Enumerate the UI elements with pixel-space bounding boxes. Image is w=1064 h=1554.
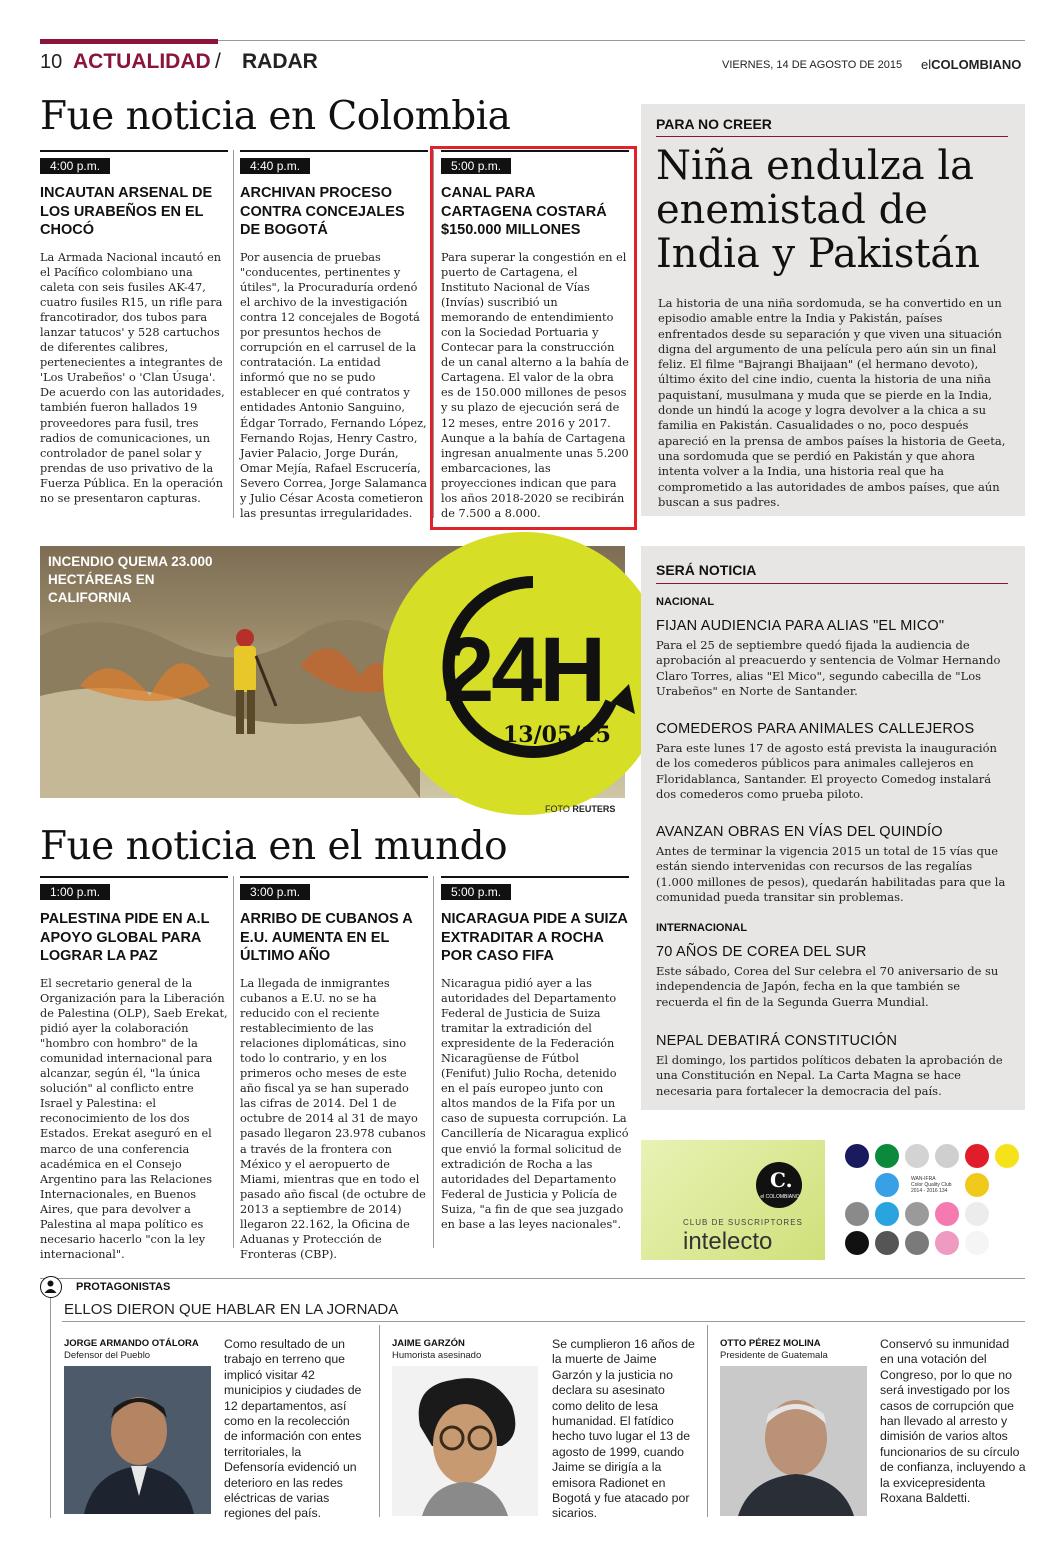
article-headline: PALESTINA PIDE EN A.L APOYO GLOBAL PARA LOGRAR LA PAZ: [40, 911, 210, 964]
article-rule: [240, 876, 428, 899]
story-body: Antes de terminar la vigencia 2015 un total de 15 vías que están siendo intervenidas con recursos de las regalías (1.000 millones de pesos), quedarán habilitadas para que la comunidad pueda transitar sin problemas.: [656, 844, 1006, 904]
color-swatch: [995, 1173, 1019, 1197]
sera-noticia-box: [641, 546, 1025, 1110]
color-swatch: [875, 1144, 899, 1168]
article-headline: ARCHIVAN PROCESO CONTRA CONCEJALES DE BOGOTÁ: [240, 185, 405, 238]
issue-date: VIERNES, 14 DE AGOSTO DE 2015: [722, 59, 903, 71]
brand-name: COLOMBIANO: [931, 57, 1022, 72]
color-quality-swatches: [845, 1142, 1025, 1258]
color-swatch: [845, 1231, 869, 1255]
color-swatch: [845, 1173, 869, 1197]
para-no-creer-body: La historia de una niña sordomuda, se ha convertido en un episodio amable entre la India y Pakistán, países enfrentados desde su separación y que viven una situación digna del argumento de una película pero aún sin un final feliz. El filme "Bajrangi Bhaijaan" (el hermano devoto), último éxito del cine indio, cuenta la historia de una niña paquistaní, musulmana y muda que se pierde en la India, donde un hindú la acoge y logra devolver a la chica a su familia en Pakistán. Casualidades o no, poco después apareció en la prensa de ambos países la historia de Geeta, una sordomuda que se perdió en Pakistán y que ahora intenta volver a la India, una historia real que ha comprometido a las autoridades de ambos países, que aún buscan a sus padres.: [658, 296, 1006, 509]
story-body: El domingo, los partidos políticos debaten la aprobación de una Constitución en Nepal. La Carta Magna se hace necesaria para fortalecer la democracia del país.: [656, 1053, 1003, 1098]
color-swatch: [965, 1231, 989, 1255]
wan-line-2: Color Quality Club: [911, 1182, 952, 1188]
person-icon: [40, 1276, 62, 1298]
color-swatch: [905, 1231, 929, 1255]
article-headline: INCAUTAN ARSENAL DE LOS URABEÑOS EN EL CHOCÓ: [40, 185, 213, 238]
tag-underline: [656, 583, 1008, 584]
story-body: Para este lunes 17 de agosto está prevista la inauguración de los comederos públicos para animales callejeros en Floridablanca, Santander. El proyecto Comedog instalará dos comederos como prueba piloto.: [656, 741, 997, 801]
story-body: Este sábado, Corea del Sur celebra el 70 aniversario de su independencia de Japón, fecha en la que también se recuerda el fin de la Segunda Guerra Mundial.: [656, 964, 999, 1009]
article-rule: [240, 150, 428, 173]
wan-line-1: WAN-IFRA: [911, 1176, 936, 1182]
portrait-figure: [392, 1366, 538, 1516]
article-rule: [40, 150, 228, 173]
club-line: CLUB DE SUSCRIPTORES: [683, 1218, 803, 1227]
protagonist-photo: [64, 1366, 211, 1514]
mundo-article-1: [40, 876, 228, 1262]
article-headline: NICARAGUA PIDE A SUIZA EXTRADITAR A ROCHA POR CASO FIFA: [441, 911, 628, 964]
protagonist-name: JORGE ARMANDO OTÁLORA: [64, 1338, 199, 1349]
color-swatch: [875, 1202, 899, 1226]
protagonist-text: Conservó su inmunidad en una votación del Congreso, por lo que no será investigado por los casos de corrupción que han llevado al arresto y dimisión de varios altos funcionarios de su círculo de confianza, incluyendo a la exvicepresidenta Roxana Baldetti.: [880, 1337, 1026, 1506]
colombia-article-1: [40, 150, 228, 506]
club-intelecto-ad[interactable]: [641, 1140, 825, 1260]
color-swatch: [845, 1202, 869, 1226]
story-title: NEPAL DEBATIRÁ CONSTITUCIÓN: [656, 1033, 898, 1049]
mundo-title: Fue noticia en el mundo: [40, 824, 508, 869]
article-body: Por ausencia de pruebas "conducentes, pertinentes y útiles", la Procuraduría ordenó el archivo de la investigación contra 12 concejales de Bogotá por presuntos hechos de corrupción en el carrusel de la contratación. La entidad informó que no se pudo establecer en qué contratos y entidades Antonio Sanguino, Édgar Torrado, Fernando López, Fernando Rojas, Henry Castro, Javier Palacio, Jorge Durán, Omar Mejía, Rafael Escrucería, Severo Correa, Jorge Salamanca y Julio César Acosta cometieron las presuntas irregularidades.: [240, 250, 427, 521]
portrait-figure: [64, 1366, 211, 1514]
club-logo-sub: el COLOMBIANO: [760, 1194, 800, 1200]
story-title: FIJAN AUDIENCIA PARA ALIAS "EL MICO": [656, 618, 945, 634]
color-swatch: [875, 1231, 899, 1255]
time-badge: 1:00 p.m.: [40, 884, 110, 900]
time-badge: 5:00 p.m.: [441, 158, 511, 174]
color-swatch: [965, 1144, 989, 1168]
color-swatch: [935, 1202, 959, 1226]
sera-noticia-tag: SERÁ NOTICIA: [656, 562, 757, 578]
protagonist-text: Se cumplieron 16 años de la muerte de Jaime Garzón y la justicia no declara su asesinato como delito de lesa humanidad. El fatídico hecho tuvo lugar el 13 de agosto de 1999, cuando Jaime se dirigía a la emisora Radionet en Bogotá y fue atacado por sicarios.: [552, 1337, 695, 1521]
article-rule: [441, 876, 629, 899]
color-swatch: [995, 1144, 1019, 1168]
protagonist-text: Como resultado de un trabajo en terreno que implicó visitar 42 municipios y ciudades de 12 departamentos, así como en la recolección de información con entes territoriales, la Defensoría evidenció un deterioro en las redes eléctricas de varias regiones del país.: [224, 1337, 362, 1521]
color-swatch: [935, 1231, 959, 1255]
color-swatch: [965, 1173, 989, 1197]
protagonist-divider: [707, 1325, 708, 1517]
time-badge: 5:00 p.m.: [441, 884, 511, 900]
color-swatch: [905, 1202, 929, 1226]
color-swatch: [995, 1202, 1019, 1226]
article-rule: [441, 150, 629, 173]
time-badge: 3:00 p.m.: [240, 884, 310, 900]
colombia-article-3: [441, 150, 629, 521]
article-headline: ARRIBO DE CUBANOS A E.U. AUMENTA EN EL ÚLTIMO AÑO: [240, 911, 413, 964]
color-swatch: [905, 1144, 929, 1168]
time-badge: 4:40 p.m.: [240, 158, 310, 174]
club-name: intelecto: [683, 1228, 773, 1255]
protagonistas-tag: PROTAGONISTAS: [76, 1281, 171, 1293]
tag-underline: [656, 136, 1008, 137]
article-body: Para superar la congestión en el puerto de Cartagena, el Instituto Nacional de Vías (Invías) suscribió un memorando de entendimiento con la Sociedad Portuaria y Contecar para la construcción de un canal alterno a la bahía de Cartagena. El valor de la obra es de 150.000 millones de pesos y su plazo de ejecución será de 12 meses, entre 2016 y 2017. Aunque a la bahía de Cartagena ingresan anualmente unas 5.200 embarcaciones, las proyecciones indican que para los años 2018-2020 se recibirán de 7.500 a 8.000.: [441, 250, 629, 521]
para-no-creer-box: [641, 104, 1025, 516]
color-swatch: [845, 1144, 869, 1168]
protagonistas-side-line: [50, 1298, 51, 1518]
colombia-article-2: [240, 150, 428, 521]
protagonistas-rule: [40, 1278, 1025, 1279]
story-title: 70 AÑOS DE COREA DEL SUR: [656, 944, 867, 960]
internacional-label: INTERNACIONAL: [656, 922, 748, 934]
color-swatch: [965, 1202, 989, 1226]
24h-logo-text: 24H: [443, 619, 603, 721]
protagonist-photo: [720, 1366, 867, 1516]
article-body: La llegada de inmigrantes cubanos a E.U. no se ha reducido con el reciente restablecimiento de las relaciones diplomáticas, sino todo lo contrario, y en los primeros ocho meses de este año fiscal ya se han superado las cifras de 2014. Del 1 de octubre de 2014 al 31 de mayo pasado llegaron 23.978 cubanos a través de la frontera con México y el aeropuerto de Miami, mientras que en todo el pasado año fiscal (de octubre de 2013 a septiembre de 2014) llegaron 22.162, la Oficina de Aduanas y Protección de Fronteras (CBP).: [240, 976, 426, 1262]
column-divider: [433, 876, 434, 1248]
article-body: La Armada Nacional incautó en el Pacífico colombiano una caleta con seis fusiles AK-47, cuatro fusiles R15, un rifle para francotirador, dos tubos para lanzar tatucos' y 528 cartuchos de diferentes calibres, pertenecientes a integrantes de 'Los Urabeños' o 'Clan Úsuga'. De acuerdo con las autoridades, también fueron hallados 19 proveedores para fusil, tres radios de comunicaciones, un controlador de panel solar y prendas de uso privativo de la Fuerza Pública. En la operación no se presentaron capturas.: [40, 250, 225, 505]
protagonist-photo: [392, 1366, 538, 1516]
story-title: COMEDEROS PARA ANIMALES CALLEJEROS: [656, 721, 975, 737]
para-no-creer-title: Niña endulza la enemistad de India y Pakistán: [656, 143, 981, 277]
protagonist-role: Defensor del Pueblo: [64, 1350, 151, 1361]
24h-logo-date: 13/05/15: [503, 722, 611, 748]
protagonistas-subtitle: ELLOS DIERON QUE HABLAR EN LA JORNADA: [64, 1301, 399, 1318]
protagonist-role: Humorista asesinado: [392, 1350, 482, 1361]
story-title: AVANZAN OBRAS EN VÍAS DEL QUINDÍO: [656, 824, 943, 840]
color-swatch: [995, 1231, 1019, 1255]
protagonistas-sub-rule: [62, 1321, 1025, 1322]
24h-logo: [383, 532, 666, 815]
para-no-creer-tag: PARA NO CREER: [656, 116, 772, 132]
club-logo-letter: C.: [770, 1168, 793, 1192]
column-divider: [233, 876, 234, 1248]
wan-ifra-label: [911, 1176, 952, 1194]
photo-caption: INCENDIO QUEMA 23.000 HECTÁREAS EN CALIFORNIA: [48, 554, 213, 605]
mundo-article-2: [240, 876, 428, 1262]
section-slash: /: [215, 50, 221, 73]
photo-credit: [545, 804, 615, 814]
page-number: 10: [40, 51, 63, 73]
column-divider: [233, 150, 234, 518]
protagonist-role: Presidente de Guatemala: [720, 1350, 828, 1361]
story-body: Para el 25 de septiembre quedó fijada la audiencia de aprobación al preacuerdo y sentencia de Volmar Hernando Claro Torres, alias "El Mico", segundo cabecilla de "Los Urabeños" en Norte de Santander.: [656, 638, 1001, 698]
credit-prefix: FOTO: [545, 804, 570, 814]
color-swatch: [875, 1173, 899, 1197]
nacional-label: NACIONAL: [656, 596, 715, 608]
portrait-figure: [720, 1366, 867, 1516]
protagonist-divider: [379, 1325, 380, 1517]
time-badge: 4:00 p.m.: [40, 158, 110, 174]
article-body: El secretario general de la Organización para la Liberación de Palestina (OLP), Saeb Erekat, pidió ayer la colaboración "hombro con hombro" de la comunidad internacional para alcanzar, según él, "la única solución" al conflicto entre Israel y Palestina: el reconocimiento de los dos Estados. Erekat aseguró en el marco de una conferencia académica en el Consejo Argentino para las Relaciones Internacionales, en Buenos Aires, que para devolver a Palestina al mapa político es necesario hacerlo "con la ley internacional".: [40, 976, 228, 1262]
color-swatch: [935, 1144, 959, 1168]
brand-prefix: el: [921, 57, 932, 72]
credit-name: REUTERS: [572, 804, 616, 814]
subsection-name: RADAR: [242, 50, 318, 73]
header-accent-bar: [40, 39, 218, 44]
section-name: ACTUALIDAD: [73, 50, 211, 73]
article-body: Nicaragua pidió ayer a las autoridades del Departamento Federal de Justicia de Suiza tramitar la extradición del expresidente de la Federación Nicaragüense de Fútbol (Fenifut) Julio Rocha, detenido en el país europeo junto con altos mandos de la Fifa por un caso de supuesta corrupción. La Cancillería de Nicaragua explicó que envió la formal solicitud de extradición de Rocha a las autoridades del Departamento Federal de Justicia y Policía de Suiza, "a fin de que sea juzgado en base a las leyes nacionales".: [441, 976, 629, 1231]
protagonist-name: JAIME GARZÓN: [392, 1338, 465, 1349]
protagonist-name: OTTO PÉREZ MOLINA: [720, 1338, 821, 1349]
article-headline: CANAL PARA CARTAGENA COSTARÁ $150.000 MILLONES: [441, 185, 607, 238]
colombia-title: Fue noticia en Colombia: [40, 94, 511, 139]
swatch-grid: [845, 1142, 1025, 1258]
mundo-article-3: [441, 876, 629, 1232]
newspaper-brand: [921, 57, 1021, 72]
article-rule: [40, 876, 228, 899]
wan-line-3: 2014 - 2016 134: [911, 1188, 948, 1194]
